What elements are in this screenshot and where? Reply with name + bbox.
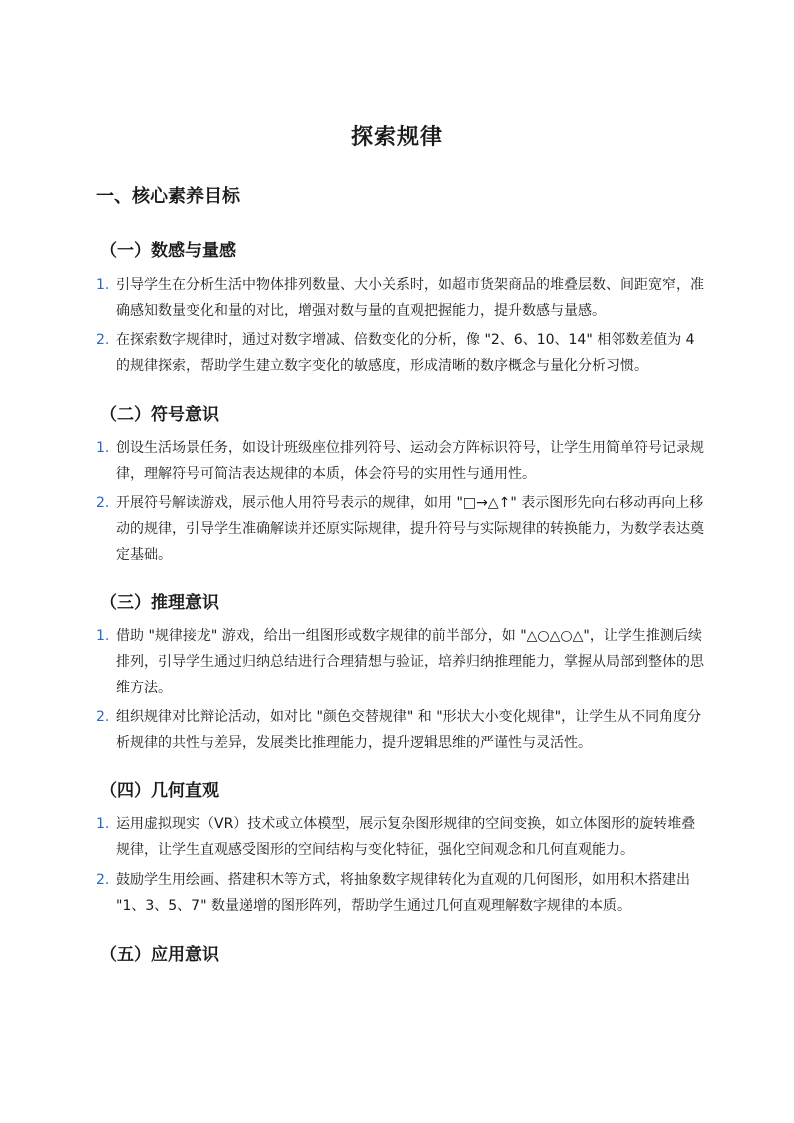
list-number: 2. xyxy=(96,495,110,511)
list-item xyxy=(96,704,706,756)
list-item xyxy=(96,490,706,568)
section-heading: 一、核心素养目标 xyxy=(96,186,240,207)
subsection-title-number-sense: （一）数感与量感 xyxy=(100,241,236,261)
list-text: 创设生活场景任务，如设计班级座位排列符号、运动会方阵标识符号，让学生用简单符号记录规律，理解符号可简洁表达规律的本质，体会符号的实用性与通用性。 xyxy=(116,440,704,482)
list-number: 2. xyxy=(96,709,110,725)
list-item xyxy=(96,435,706,487)
subsection-title-symbol-sense: （二）符号意识 xyxy=(100,405,219,425)
list-item xyxy=(96,327,706,379)
list-number: 1. xyxy=(96,816,110,832)
list-text: 借助 "规律接龙" 游戏，给出一组图形或数字规律的前半部分，如 "△○△○△"，让学生推测后续排列，引导学生通过归纳总结进行合理猜想与验证，培养归纳推理能力，掌握从局部到整体的思维方法。 xyxy=(116,628,704,696)
list-text: 引导学生在分析生活中物体排列数量、大小关系时，如超市货架商品的堆叠层数、间距宽窄，准确感知数量变化和量的对比，增强对数与量的直观把握能力，提升数感与量感。 xyxy=(116,277,704,319)
list-number: 1. xyxy=(96,628,110,644)
list-item xyxy=(96,623,706,701)
list-item xyxy=(96,811,706,863)
list-number: 2. xyxy=(96,872,110,888)
list-item xyxy=(96,867,706,919)
list-number: 1. xyxy=(96,440,110,456)
subsection-title-geometric-intuition: （四）几何直观 xyxy=(100,781,219,801)
list-text: 开展符号解读游戏，展示他人用符号表示的规律，如用 "□→△↑" 表示图形先向右移动再向上移动的规律，引导学生准确解读并还原实际规律，提升符号与实际规律的转换能力，为数学表达奠定基础。 xyxy=(116,495,704,563)
list-item xyxy=(96,272,706,324)
subsection-title-reasoning: （三）推理意识 xyxy=(100,593,219,613)
list-text: 运用虚拟现实（VR）技术或立体模型，展示复杂图形规律的空间变换，如立体图形的旋转堆叠规律，让学生直观感受图形的空间结构与变化特征，强化空间观念和几何直观能力。 xyxy=(116,816,696,858)
list-number: 1. xyxy=(96,277,110,293)
list-text: 在探索数字规律时，通过对数字增减、倍数变化的分析，像 "2、6、10、14" 相邻数差值为 4 的规律探索，帮助学生建立数字变化的敏感度，形成清晰的数序概念与量化分析习惯。 xyxy=(116,332,695,374)
subsection-title-application: （五）应用意识 xyxy=(100,945,219,965)
document-title: 探索规律 xyxy=(350,125,443,150)
list-text: 组织规律对比辩论活动，如对比 "颜色交替规律" 和 "形状大小变化规律"，让学生从不同角度分析规律的共性与差异，发展类比推理能力，提升逻辑思维的严谨性与灵活性。 xyxy=(116,709,702,751)
list-text: 鼓励学生用绘画、搭建积木等方式，将抽象数字规律转化为直观的几何图形，如用积木搭建出 "1、3、5、7" 数量递增的图形阵列，帮助学生通过几何直观理解数字规律的本质。 xyxy=(116,872,690,914)
list-number: 2. xyxy=(96,332,110,348)
